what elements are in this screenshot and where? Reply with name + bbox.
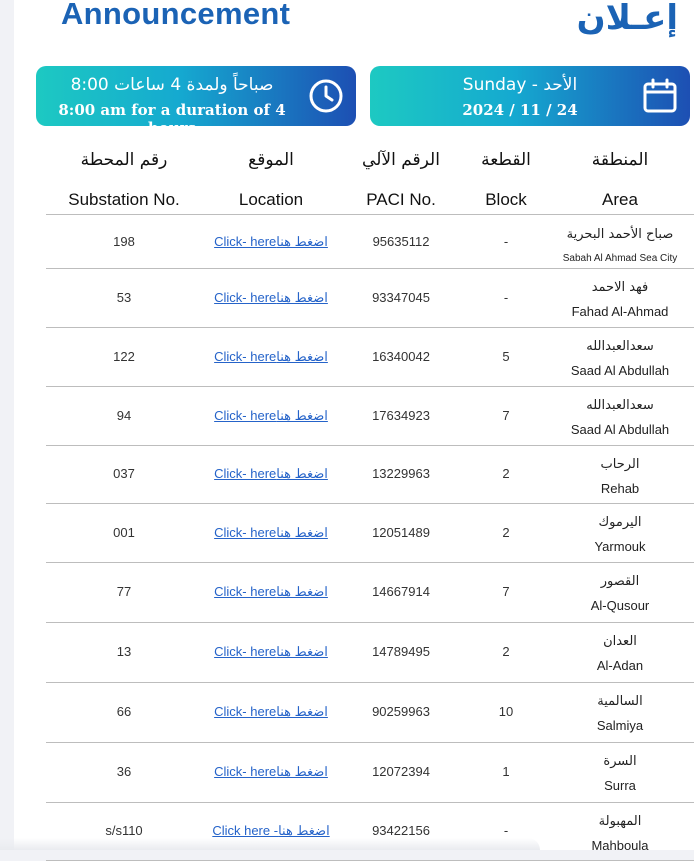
location-link[interactable]: Click- hereاضغط هنا: [214, 407, 328, 423]
area-arabic: الرحاب: [600, 457, 640, 472]
paci-cell: 93422156: [372, 823, 430, 838]
paci-cell: 16340042: [372, 348, 430, 364]
area-english: Mahboula: [591, 838, 649, 853]
substation-cell: 122: [113, 348, 135, 364]
area-arabic: السالمية: [597, 694, 643, 709]
location-link[interactable]: Click- hereاضغط هنا: [214, 466, 328, 481]
location-link[interactable]: Click- hereاضغط هنا: [214, 524, 328, 540]
row-divider: [46, 386, 694, 387]
row-divider: [46, 742, 694, 743]
area-english: Salmiya: [596, 718, 644, 733]
row-divider: [46, 682, 694, 683]
header-location-ar: الموقع: [248, 150, 294, 170]
location-link[interactable]: Click- hereاضغط هنا: [214, 704, 328, 719]
header-block-en: Block: [485, 190, 527, 209]
area-english: Sabah Al Ahmad Sea City: [562, 253, 678, 264]
paci-cell: 93347045: [372, 289, 430, 305]
substation-cell: 13: [116, 644, 132, 659]
block-cell: 2: [502, 644, 510, 659]
clock-icon: [308, 78, 344, 114]
area-english: Fahad Al-Ahmad: [571, 304, 669, 319]
area-arabic: اليرموك: [598, 515, 642, 530]
row-divider: [46, 268, 694, 269]
date-card: [370, 66, 690, 126]
paci-cell: 95635112: [372, 233, 430, 249]
table-divider: [46, 214, 694, 215]
time-card: [36, 66, 356, 137]
block-cell: 7: [502, 407, 510, 423]
area-arabic: صباح الأحمد البحرية: [566, 227, 674, 242]
header-paci-en: PACI No.: [366, 190, 436, 209]
area-english: Rehab: [600, 481, 640, 496]
location-link[interactable]: Click- hereاضغط هنا: [214, 348, 328, 364]
block-cell: 5: [502, 348, 510, 364]
row-divider: [46, 802, 694, 803]
date-day: Sunday - الأحد: [462, 75, 578, 95]
title-english: Announcement: [61, 0, 291, 31]
area-arabic: السرة: [603, 754, 637, 769]
area-arabic: فهد الاحمد: [591, 280, 649, 295]
header-location-en: Location: [238, 190, 304, 209]
substation-cell: s/s110: [105, 823, 143, 838]
area-arabic: المهبولة: [598, 814, 642, 829]
block-cell: 7: [502, 584, 510, 599]
header-substation-ar: رقم المحطة: [80, 150, 168, 170]
paci-cell: 12051489: [372, 524, 430, 540]
header-area-ar: المنطقة: [591, 150, 649, 170]
paci-cell: 14667914: [372, 584, 430, 599]
row-divider: [46, 622, 694, 623]
area-arabic: سعدالعبدالله: [586, 339, 654, 354]
block-cell: -: [503, 233, 509, 249]
area-english: Al-Adan: [596, 658, 644, 673]
date-value: 2024 / 11 / 24: [462, 101, 578, 119]
location-link[interactable]: Click- hereاضغط هنا: [214, 584, 328, 599]
location-link[interactable]: Click- hereاضغط هنا: [214, 644, 328, 659]
bottom-overlay: [0, 838, 540, 850]
area-arabic: القصور: [600, 574, 640, 589]
substation-cell: 36: [116, 764, 132, 779]
block-cell: -: [503, 823, 509, 838]
area-arabic: العدان: [603, 634, 637, 649]
paci-cell: 13229963: [372, 466, 430, 481]
area-english: Surra: [604, 778, 636, 793]
calendar-icon: [642, 78, 678, 114]
location-link[interactable]: Click- hereاضغط هنا: [214, 764, 328, 779]
header-area-en: Area: [602, 190, 638, 209]
substation-cell: 66: [116, 704, 132, 719]
area-arabic: سعدالعبدالله: [586, 398, 654, 413]
area-english: Saad Al Abdullah: [570, 422, 670, 437]
paci-cell: 90259963: [372, 704, 430, 719]
area-english: Saad Al Abdullah: [570, 363, 670, 378]
area-english: Yarmouk: [594, 539, 646, 554]
announcement-page: [14, 0, 694, 853]
substation-cell: 198: [113, 233, 135, 249]
row-divider: [46, 327, 694, 328]
header-block-ar: القطعة: [481, 150, 531, 170]
substation-cell: 94: [116, 407, 132, 423]
location-link[interactable]: Click- hereاضغط هنا: [214, 289, 328, 305]
paci-cell: 14789495: [372, 644, 430, 659]
paci-cell: 12072394: [372, 764, 430, 779]
title-arabic: إعـلان: [576, 0, 678, 38]
row-divider: [46, 562, 694, 563]
substation-cell: 037: [113, 466, 135, 481]
time-arabic: 8:00 صباحاً ولمدة 4 ساعات: [70, 75, 274, 95]
paci-cell: 17634923: [372, 407, 430, 423]
location-link[interactable]: Click here -اضغط هنا: [212, 823, 330, 838]
row-divider: [46, 503, 694, 504]
header-paci-ar: الرقم الآلي: [362, 150, 440, 170]
header-substation-en: Substation No.: [68, 190, 180, 209]
substation-cell: 001: [113, 524, 135, 540]
block-cell: 10: [498, 704, 514, 719]
block-cell: 1: [502, 764, 510, 779]
block-cell: -: [503, 289, 509, 305]
block-cell: 2: [502, 466, 510, 481]
substation-cell: 77: [116, 584, 132, 599]
substation-cell: 53: [116, 289, 132, 305]
block-cell: 2: [502, 524, 510, 540]
area-english: Al-Qusour: [590, 598, 650, 613]
time-english: 8:00 am for a duration of 4 hours: [58, 101, 286, 137]
location-link[interactable]: Click- hereاضغط هنا: [214, 233, 328, 249]
row-divider: [46, 445, 694, 446]
